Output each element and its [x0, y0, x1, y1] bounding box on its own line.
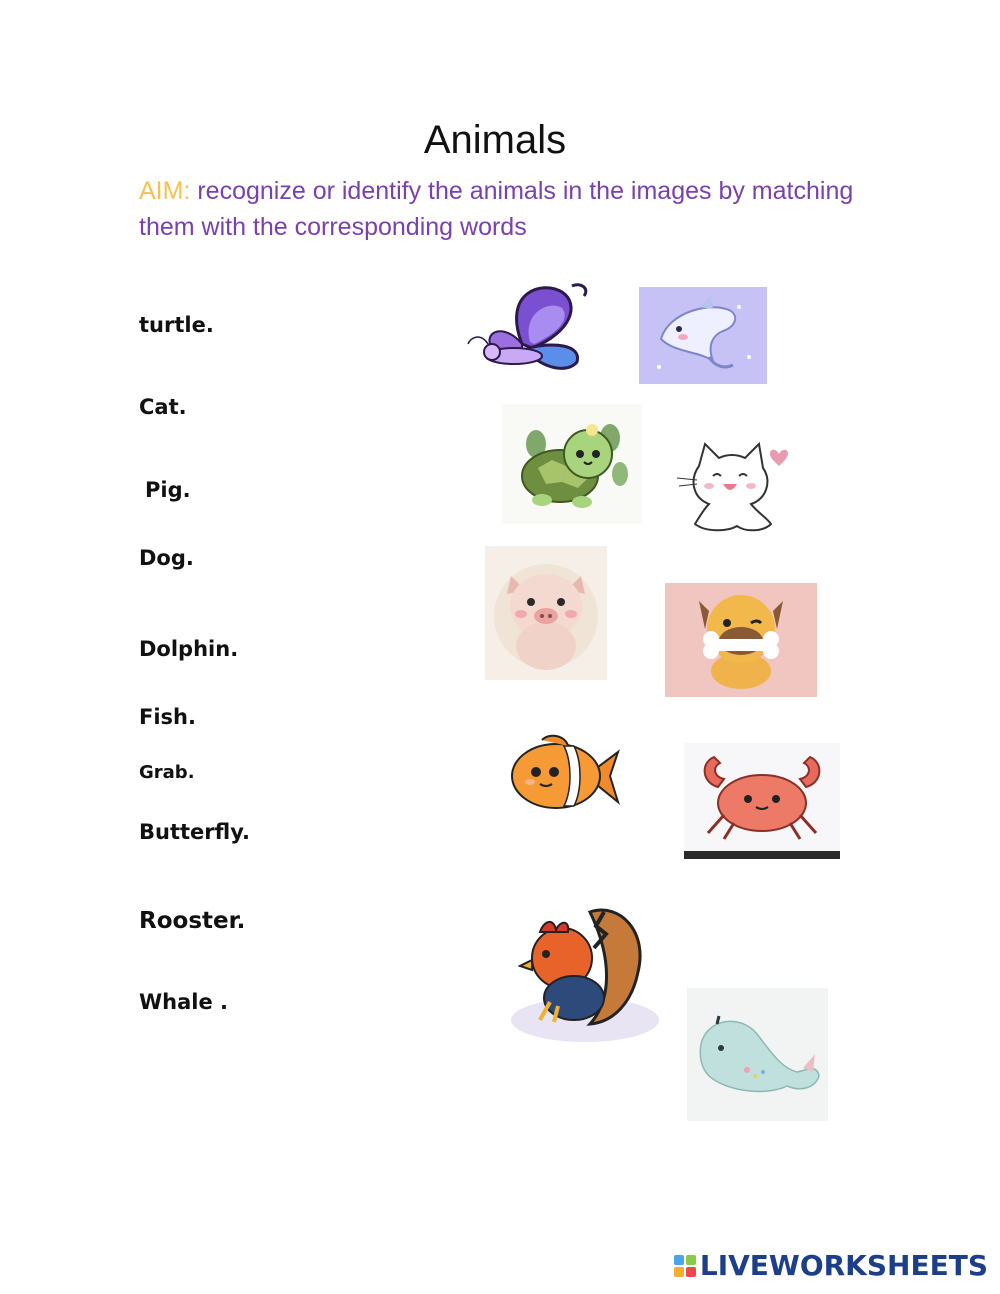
- word-pig[interactable]: Pig.: [145, 478, 191, 502]
- word-cat[interactable]: Cat.: [139, 395, 187, 419]
- turtle-image[interactable]: [502, 404, 642, 524]
- crab-image[interactable]: [684, 743, 840, 859]
- word-whale[interactable]: Whale .: [139, 990, 229, 1014]
- pig-image[interactable]: [485, 546, 607, 680]
- aim-text: [139, 173, 879, 245]
- dolphin-image[interactable]: [639, 287, 767, 384]
- aim-description: recognize or identify the animals in the images by matching them with the corresponding words: [139, 177, 854, 241]
- cat-image[interactable]: [675, 438, 797, 536]
- word-turtle[interactable]: turtle.: [139, 313, 214, 337]
- logo-text: LIVEWORKSHEETS: [699, 1249, 988, 1282]
- word-grab[interactable]: Grab.: [139, 762, 195, 783]
- fish-image[interactable]: [506, 732, 623, 820]
- word-fish[interactable]: Fish.: [139, 705, 196, 729]
- word-dog[interactable]: Dog.: [139, 546, 194, 570]
- word-butterfly[interactable]: Butterfly.: [139, 820, 250, 844]
- whale-image[interactable]: [687, 988, 828, 1121]
- word-dolphin[interactable]: Dolphin.: [139, 637, 239, 661]
- worksheet-title: Animals: [423, 118, 567, 162]
- butterfly-image[interactable]: [462, 282, 607, 377]
- aim-label: AIM:: [139, 177, 191, 205]
- logo-icon: [674, 1255, 696, 1277]
- rooster-image[interactable]: [510, 902, 660, 1044]
- dog-image[interactable]: [665, 583, 817, 697]
- word-rooster[interactable]: Rooster.: [139, 908, 246, 934]
- liveworksheets-logo[interactable]: [674, 1249, 988, 1282]
